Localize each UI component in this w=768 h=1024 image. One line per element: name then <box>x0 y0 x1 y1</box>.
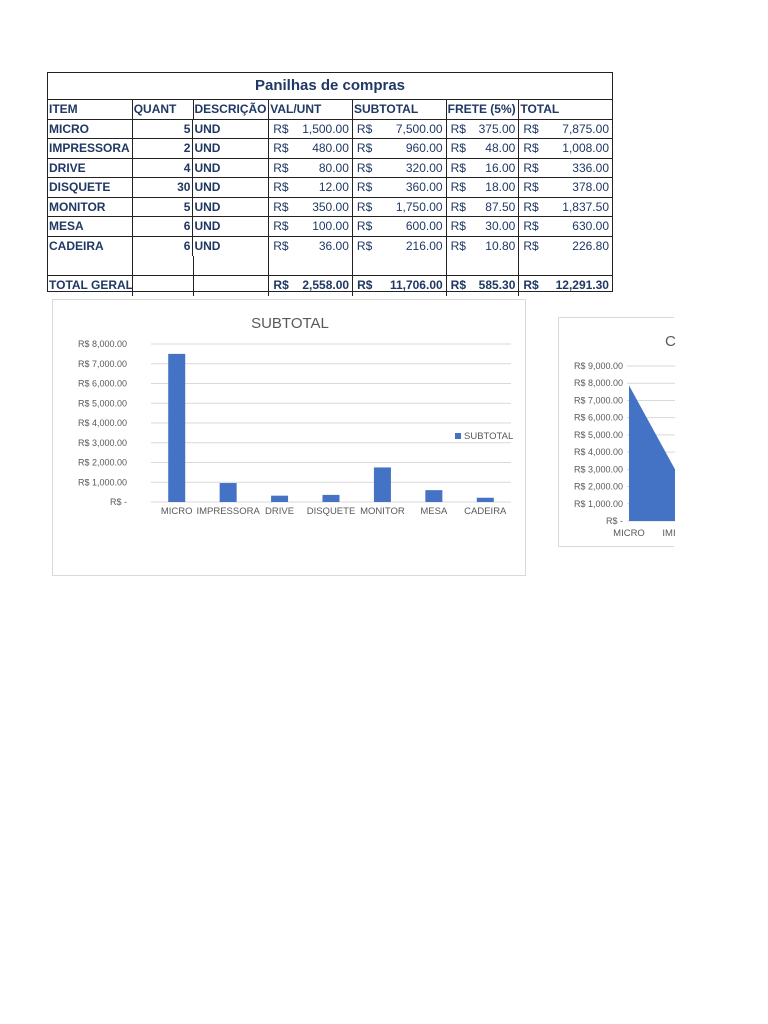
purchase-table <box>47 72 613 292</box>
subtotal-chart-svg <box>53 300 527 577</box>
bar-mesa <box>425 490 442 502</box>
total-value: 378.00 <box>572 180 609 194</box>
x-tick-label: MICRO <box>613 528 645 539</box>
frete-value: 16.00 <box>485 160 516 175</box>
subtotal-value: 1,750.00 <box>395 199 443 214</box>
total-quant-cell[interactable] <box>133 276 194 296</box>
currency-symbol: R$ <box>273 238 289 253</box>
val-value: 36.00 <box>318 238 349 253</box>
val-value: 480.00 <box>312 141 349 155</box>
quant-cell[interactable]: 4 <box>133 159 194 178</box>
currency-symbol: R$ <box>356 238 373 253</box>
header-val-unt[interactable]: VAL/UNT <box>269 100 353 119</box>
x-tick-label: IMPRESSORA <box>196 506 260 517</box>
header-descricao[interactable]: DESCRIÇÃO <box>194 100 270 119</box>
subtotal-value: 216.00 <box>405 238 443 253</box>
subtotal-value: 360.00 <box>405 180 443 194</box>
frete-cell[interactable] <box>447 198 520 217</box>
y-tick-label: R$ - <box>109 497 127 507</box>
blank-cell[interactable] <box>194 256 270 275</box>
currency-symbol: R$ <box>357 277 373 292</box>
frete-value: 30.00 <box>485 219 516 233</box>
frete-cell[interactable] <box>447 120 520 139</box>
currency-symbol: R$ <box>273 141 289 155</box>
blank-cell[interactable] <box>353 256 447 275</box>
currency-symbol: R$ <box>273 121 289 136</box>
blank-cell[interactable] <box>447 256 520 275</box>
total-geral-row <box>48 276 612 296</box>
desc-cell[interactable]: UND <box>193 139 269 158</box>
item-cell[interactable]: DRIVE <box>48 159 133 178</box>
table-row <box>48 237 612 257</box>
item-cell[interactable]: IMPRESSORA <box>48 139 133 158</box>
legend-label: SUBTOTAL <box>464 431 514 442</box>
quant-cell[interactable]: 5 <box>133 120 194 139</box>
total-value: 1,008.00 <box>562 141 609 155</box>
val-value: 80.00 <box>318 160 349 175</box>
bar-cadeira <box>477 498 494 502</box>
y-tick-label: R$ 4,000.00 <box>77 418 127 428</box>
y-tick-label: R$ 2,000.00 <box>77 457 127 468</box>
item-cell[interactable]: MICRO <box>48 120 133 139</box>
total-value: 226.80 <box>572 238 609 253</box>
desc-cell[interactable]: UND <box>193 237 269 257</box>
currency-symbol: R$ <box>523 121 539 136</box>
frete-cell[interactable] <box>447 237 520 257</box>
x-tick-label: CADEIRA <box>464 506 507 517</box>
y-tick-label: R$ 2,000.00 <box>573 481 623 492</box>
frete-cell[interactable] <box>447 139 520 158</box>
total-frete-cell[interactable] <box>447 276 520 296</box>
area-series <box>629 385 675 521</box>
chart-title: C <box>665 333 676 350</box>
val-value: 1,500.00 <box>302 121 349 136</box>
total-cell[interactable] <box>519 217 612 236</box>
currency-symbol: R$ <box>273 199 289 214</box>
subtotal-cell[interactable] <box>353 120 447 139</box>
val-cell[interactable] <box>269 237 353 257</box>
y-tick-label: R$ 3,000.00 <box>77 437 127 448</box>
currency-symbol: R$ <box>523 141 539 155</box>
total-val-value: 2,558.00 <box>302 277 350 292</box>
subtotal-value: 600.00 <box>405 219 443 233</box>
currency-symbol: R$ <box>356 141 373 155</box>
total-frete-value: 585.30 <box>478 277 516 292</box>
desc-cell[interactable]: UND <box>193 159 269 178</box>
table-row <box>48 217 612 237</box>
x-tick-label: IMI <box>662 528 676 539</box>
currency-symbol: R$ <box>450 199 466 214</box>
val-value: 100.00 <box>312 219 349 233</box>
blank-cell[interactable] <box>519 256 612 275</box>
val-value: 350.00 <box>312 199 349 214</box>
bar-drive <box>271 496 288 502</box>
total-chart-svg <box>559 318 675 548</box>
currency-symbol: R$ <box>523 238 539 253</box>
y-tick-label: R$ 6,000.00 <box>573 412 623 423</box>
subtotal-cell[interactable] <box>353 237 447 257</box>
currency-symbol: R$ <box>356 199 373 214</box>
bar-impressora <box>220 483 237 502</box>
quant-cell[interactable]: 2 <box>133 139 194 158</box>
y-tick-label: R$ 5,000.00 <box>77 398 127 409</box>
subtotal-cell[interactable] <box>353 217 447 236</box>
total-cell[interactable] <box>519 159 612 178</box>
frete-cell[interactable] <box>447 159 520 178</box>
val-cell[interactable] <box>269 139 353 158</box>
val-cell[interactable] <box>269 217 353 236</box>
currency-symbol: R$ <box>523 219 539 233</box>
legend-swatch <box>455 433 461 439</box>
currency-symbol: R$ <box>356 219 373 233</box>
total-cell[interactable] <box>519 120 612 139</box>
y-tick-label: R$ 8,000.00 <box>77 339 127 349</box>
desc-cell[interactable]: UND <box>193 178 269 197</box>
frete-value: 18.00 <box>485 180 516 194</box>
y-tick-label: R$ 1,000.00 <box>77 477 127 488</box>
frete-value: 87.50 <box>485 199 516 214</box>
bar-monitor <box>374 467 391 502</box>
val-cell[interactable] <box>269 159 353 178</box>
val-cell[interactable] <box>269 178 353 197</box>
chart-title: SUBTOTAL <box>251 315 329 332</box>
total-value: 1,837.50 <box>562 199 609 214</box>
currency-symbol: R$ <box>356 180 373 194</box>
currency-symbol: R$ <box>523 199 539 214</box>
header-subtotal[interactable]: SUBTOTAL <box>353 100 447 119</box>
header-quant[interactable]: QUANT <box>133 100 194 119</box>
blank-cell[interactable] <box>269 256 353 275</box>
quant-cell[interactable]: 6 <box>133 237 194 257</box>
item-cell[interactable]: CADEIRA <box>48 237 133 257</box>
quant-cell[interactable]: 5 <box>133 198 194 217</box>
x-tick-label: DRIVE <box>265 506 295 517</box>
item-cell[interactable]: DISQUETE <box>48 178 133 197</box>
total-geral-label[interactable]: TOTAL GERAL <box>48 276 133 296</box>
y-tick-label: R$ 7,000.00 <box>573 395 623 406</box>
x-tick-label: MESA <box>420 506 448 517</box>
table-row <box>48 120 612 140</box>
currency-symbol: R$ <box>450 238 466 253</box>
bar-micro <box>168 354 185 502</box>
total-subtotal-cell[interactable] <box>353 276 447 296</box>
total-value: 630.00 <box>572 219 609 233</box>
subtotal-value: 320.00 <box>405 160 443 175</box>
y-tick-label: R$ 4,000.00 <box>573 447 623 458</box>
desc-cell[interactable]: UND <box>193 120 269 139</box>
total-subtotal-value: 11,706.00 <box>389 277 443 292</box>
y-tick-label: R$ - <box>605 516 623 526</box>
total-cell[interactable] <box>519 237 612 257</box>
subtotal-cell[interactable] <box>353 178 447 197</box>
total-val-cell[interactable] <box>269 276 353 296</box>
val-cell[interactable] <box>269 120 353 139</box>
y-tick-label: R$ 9,000.00 <box>573 361 623 371</box>
currency-symbol: R$ <box>356 121 373 136</box>
quant-cell[interactable]: 6 <box>133 217 194 236</box>
currency-symbol: R$ <box>273 219 289 233</box>
table-row <box>48 178 612 198</box>
currency-symbol: R$ <box>273 180 289 194</box>
y-tick-label: R$ 7,000.00 <box>77 358 127 369</box>
y-tick-label: R$ 3,000.00 <box>573 464 623 475</box>
y-tick-label: R$ 8,000.00 <box>573 378 623 389</box>
frete-value: 375.00 <box>478 121 516 136</box>
subtotal-value: 7,500.00 <box>395 121 443 136</box>
total-value: 336.00 <box>572 160 609 175</box>
desc-cell[interactable]: UND <box>193 198 269 217</box>
item-cell[interactable]: MESA <box>48 217 133 236</box>
frete-cell[interactable] <box>447 217 520 236</box>
currency-symbol: R$ <box>273 160 289 175</box>
subtotal-cell[interactable] <box>353 139 447 158</box>
currency-symbol: R$ <box>450 277 467 292</box>
quant-cell[interactable]: 30 <box>133 178 194 197</box>
total-cell[interactable] <box>519 139 612 158</box>
currency-symbol: R$ <box>450 180 466 194</box>
bar-disquete <box>323 495 340 502</box>
y-tick-label: R$ 1,000.00 <box>573 498 623 509</box>
header-item[interactable]: ITEM <box>48 100 133 119</box>
currency-symbol: R$ <box>523 180 539 194</box>
frete-cell[interactable] <box>447 178 520 197</box>
table-title[interactable]: Panilhas de compras <box>48 73 612 100</box>
currency-symbol: R$ <box>523 160 539 175</box>
header-frete[interactable]: FRETE (5%) <box>447 100 520 119</box>
total-area-chart[interactable] <box>558 317 674 547</box>
desc-cell[interactable]: UND <box>193 217 269 236</box>
x-tick-label: MONITOR <box>360 506 405 517</box>
total-total-cell[interactable] <box>519 276 612 296</box>
currency-symbol: R$ <box>450 160 466 175</box>
total-desc-cell[interactable] <box>194 276 270 296</box>
table-row <box>48 198 612 218</box>
currency-symbol: R$ <box>523 277 539 292</box>
blank-row <box>48 256 612 276</box>
subtotal-cell[interactable] <box>353 198 447 217</box>
frete-value: 10.80 <box>485 238 516 253</box>
currency-symbol: R$ <box>356 160 373 175</box>
frete-value: 48.00 <box>485 141 516 155</box>
currency-symbol: R$ <box>450 219 466 233</box>
total-total-value: 12,291.30 <box>555 277 609 292</box>
currency-symbol: R$ <box>450 141 466 155</box>
header-total[interactable]: TOTAL <box>520 102 560 116</box>
total-cell[interactable] <box>519 178 612 197</box>
x-tick-label: DISQUETE <box>306 506 356 517</box>
table-row <box>48 139 612 159</box>
blank-cell[interactable] <box>48 256 133 275</box>
currency-symbol: R$ <box>450 121 466 136</box>
x-tick-label: MICRO <box>160 506 193 517</box>
table-row <box>48 159 612 179</box>
total-value: 7,875.00 <box>562 121 609 136</box>
subtotal-value: 960.00 <box>405 141 443 155</box>
y-tick-label: R$ 6,000.00 <box>77 378 127 389</box>
val-value: 12.00 <box>318 180 349 194</box>
val-cell[interactable] <box>269 198 353 217</box>
currency-symbol: R$ <box>273 277 289 292</box>
header-row <box>48 100 612 120</box>
blank-cell[interactable] <box>133 256 194 275</box>
table-body <box>48 120 612 257</box>
total-cell[interactable] <box>519 198 612 217</box>
subtotal-bar-chart[interactable] <box>52 299 526 576</box>
item-cell[interactable]: MONITOR <box>48 198 133 217</box>
y-tick-label: R$ 5,000.00 <box>573 429 623 440</box>
subtotal-cell[interactable] <box>353 159 447 178</box>
